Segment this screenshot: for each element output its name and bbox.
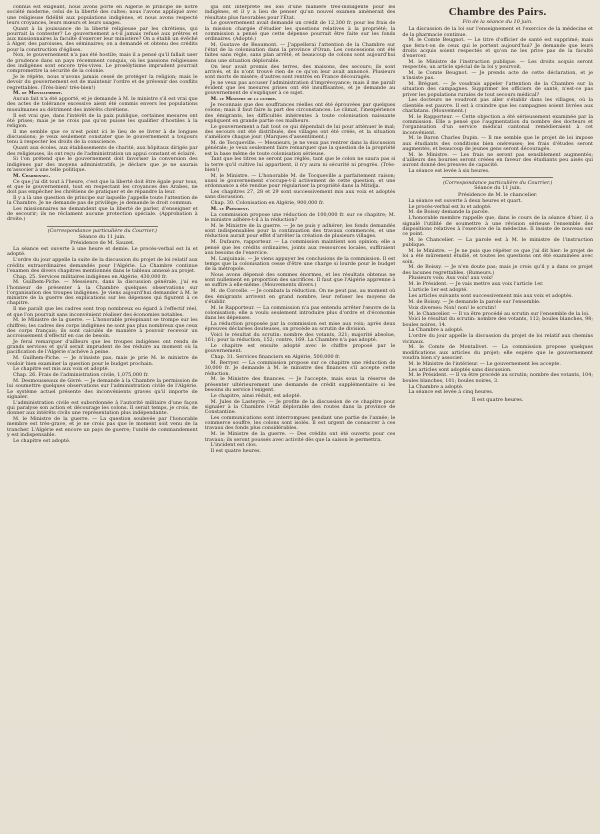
col2-top-paragraphs bbox=[205, 5, 396, 97]
paragraph: Voici le résultat du scrutin: nombre des votants, 321; majorité absolue, 161; pour la réduction, 152; contre, 169. La Chambre n'a pas adopté. bbox=[204, 332, 396, 344]
paragraph: L'administration civile est subordonnée à l'autorité militaire d'une façon qui paralyse son action et décourage les colons. Il serait temps, je crois, de donner aux intérêts civils une représentation plus indépendante. bbox=[7, 399, 198, 417]
paragraph: Il me semble que ce n'est point ici le lieu de se livrer à de longues discussions; je veux seulement constater que le gouvernement a toujours tenu à respecter les droits de la conscience. bbox=[7, 128, 198, 146]
paragraph: Je ne veux pas accuser l'administration d'imprévoyance; mais il me paraît évident que les mesures prises ont été insuffisantes, et je demande au gouvernement de s'expliquer à ce sujet. bbox=[204, 79, 396, 97]
closing-line: Il est quatre heures. bbox=[471, 396, 524, 403]
paragraph: M. Bréguet. — Je voudrais appeler l'attention de la Chambre sur la situation des campagnes. Supprimer les officiers de santé, n'est-ce pas priver les populations rurales de tout secours médical? bbox=[402, 81, 593, 98]
column-2 bbox=[205, 5, 396, 830]
paragraph: M. Dufaure, rapporteur. — La commission maintient son opinion; elle a pensé que les crédits ordinaires, joints aux ressources locales, suffiraient aux besoins de l'exercice. bbox=[204, 239, 396, 256]
divider bbox=[47, 226, 158, 227]
paragraph: L'honorable membre rappelle que, dans le cours de la séance d'hier, il a signalé l'utilité de soumettre à une révision sérieuse l'ensemble des dispositions relatives à l'exercice de la médecine. Il insiste de nouveau sur ce point. bbox=[402, 215, 593, 238]
paragraph: La séance est ouverte à deux heures et quart. bbox=[408, 197, 523, 204]
paragraph: M. Lanjuinais. — Je viens appuyer les conclusions de la commission. Il est temps que la colonisation cesse d'être une charge si lourde pour le budget de la métropole. bbox=[204, 255, 396, 273]
paragraph: M. Gustave de Beaumont. — J'appellerai l'attention de la Chambre sur l'état de la colonisation dans la province d'Oran. Les concessions ont été faites sans règle, sans plan arrêté, et beaucoup de colons sont aujourd'hui dans une situation déplorable. bbox=[204, 41, 396, 64]
paragraph: Les missionnaires ne demandent que la liberté de parler, d'enseigner et de secourir; ils ne réclament aucune protection spéciale. (Approbation à droite.) bbox=[7, 205, 198, 223]
presidence-line: Présidence de M. Sauzet. bbox=[70, 239, 135, 246]
paragraph: Le chapitre est mis aux voix et adopté. bbox=[13, 366, 110, 373]
paragraph: M. le Ministre. — Je ne puis que répéter ce que j'ai dit hier: le projet de loi a été mûrement étudié, et toutes les questions ont été examinées avec soin. bbox=[402, 248, 593, 265]
paragraph: Le procès-verbal est lu et adopté. bbox=[408, 203, 492, 210]
paragraph: M. Guilhem-Piche. — Je n'insiste pas, mais je prie M. le ministre de vouloir bien examiner la question pour le budget prochain. bbox=[7, 355, 198, 367]
paragraph: M. le Ministre de la guerre. — Je ne puis y adhérer; les fonds demandés sont indispensables pour la continuation des travaux commencés, et une réduction aurait pour effet d'arrêter la création de plusieurs villages. bbox=[204, 222, 396, 240]
col1-mid-paragraphs bbox=[7, 97, 198, 173]
paragraph: Tant que les titres ne seront pas réglés, tant que le colon ne saura pas si la terre qu'il cultive lui appartient, il n'y aura ni sécurité ni progrès. (Très-bien!) bbox=[204, 156, 396, 173]
paragraph: M. de Boissy. — Je n'en doute pas; mais je crois qu'il y a dans ce projet des lacunes regrettables. (Rumeurs.) bbox=[402, 264, 593, 276]
paragraph: La commission propose une réduction de 100,000 fr. sur ce chapitre; M. le ministre adhère-t-il à la réduction? bbox=[204, 211, 396, 224]
paragraph: Aucun fait n'a été apporté, et je demande à M. le ministre s'il est vrai que des actes de tolérance excessive aient été commis envers les populations musulmanes au détriment des intérêts chrétiens. bbox=[7, 96, 198, 113]
paragraph: Voici le résultat du scrutin: nombre des votants, 112; boules blanches, 98; boules noires, 14. bbox=[402, 316, 593, 328]
paragraph: M. le Rapporteur. — La commission n'a pas entendu arrêter l'œuvre de la colonisation; elle a voulu seulement introduire plus d'ordre et d'économie dans les dépenses. bbox=[204, 304, 396, 322]
paragraph: La séance est ouverte à une heure et demie. Le procès-verbal est lu et adopté. bbox=[7, 246, 198, 258]
seance-date: Séance du 11 juin. bbox=[474, 185, 522, 192]
paragraph: La discussion de la loi sur l'enseignement et l'exercice de la médecine et de la pharmacie continue. bbox=[402, 26, 593, 38]
paragraph: M. le Comte Beugnot. — Je prends acte de cette déclaration, et je n'insiste pas. bbox=[402, 70, 593, 82]
presidence-line: Présidence de M. le chancelier. bbox=[457, 191, 538, 198]
speaker-name: M. de Montalembert. bbox=[13, 90, 63, 97]
paragraph: M. le Ministre. — Les frais ne seront pas sensiblement augmentés; d'ailleurs des bourses seront créées en faveur des étudiants peu aisés qui auront donné des preuves de capacité. bbox=[402, 151, 593, 169]
paragraph: Le chapitre est adopté. bbox=[13, 437, 71, 444]
speaker-name: M. Charbonnel. bbox=[13, 172, 51, 179]
paragraph: M. le Baron Charles Dupin. — Il me semble que le projet de loi impose aux étudiants des conditions bien onéreuses; les frais d'études seront augmentés, et beaucoup de jeunes gens seront découragés. bbox=[402, 135, 593, 152]
paragraph: Je ferai remarquer d'ailleurs que les troupes indigènes ont rendu de grands services et qu'il serait imprudent de les réduire au moment où la pacification de l'Algérie s'achève à peine. bbox=[7, 338, 198, 356]
paragraph: Il est quatre heures. bbox=[210, 448, 262, 455]
paragraph: La séance est levée à six heures. bbox=[408, 168, 490, 175]
paragraph: Ce que j'ai dit tout à l'heure, c'est que la liberté doit être égale pour tous, et que le gouvernement, tout en respectant les croyances des Arabes, ne doit pas empêcher les chrétiens de pratiquer et de répandre la leur. bbox=[7, 178, 198, 196]
seance-date: Séance du 11 juin. bbox=[78, 233, 126, 240]
col1-top-paragraphs bbox=[7, 5, 198, 91]
paragraph: M. le Comte Beugnot. — Le titre d'officier de santé est supprimé; mais que fera-t-on de ceux qui le portent aujourd'hui? Je demande que leurs droits acquis soient respectés et qu'on ne les prive pas de la faculté d'exercer. bbox=[402, 37, 593, 60]
paragraph: M. de Corcelle. — Je combats la réduction. On ne peut pas, au moment où des émigrants arrivent en grand nombre, leur refuser les moyens de s'établir. bbox=[204, 288, 396, 305]
paragraph: M. de Boissy. — Je demande la parole sur l'ensemble. bbox=[408, 298, 541, 305]
col3-bottom-paragraphs bbox=[402, 199, 593, 396]
paragraph: Le gouvernement a fait tout ce qui dépendait de lui pour atténuer le mal; des secours ont été distribués, des villages ont été créés, et la situation s'améliore chaque jour. (Marques d'assentiment.) bbox=[204, 123, 396, 141]
speaker-name: M. le Président. bbox=[210, 205, 250, 212]
paragraph: Plusieurs voix: Aux voix! aux voix! bbox=[408, 275, 494, 282]
speaker-name: M. le Ministre de la guerre. bbox=[210, 96, 277, 103]
paragraph: Les communications sont interrompues pendant une partie de l'année; le commerce souffre, les colons sont isolés. Il est urgent de consacrer à ces travaux des fonds plus considérables. bbox=[204, 414, 396, 432]
paragraph: connus est exigeant, nous avons porté en Algérie le principe de notre société moderne, celui de la liberté des cultes; nous l'avons appliqué avec une religieuse fidélité aux populations indigènes, et nous avons respecté leurs croyances, leurs mœurs et leurs usages. bbox=[7, 5, 198, 26]
paragraph: L'incident est clos. bbox=[210, 442, 258, 449]
paragraph: M. de Boissy demande la parole. bbox=[408, 209, 490, 216]
paragraph: L'article 1er est adopté. bbox=[408, 287, 468, 294]
section-heading: (Correspondance particulière du Courrier.) bbox=[442, 180, 553, 187]
paragraph: La Chambre a adopté. bbox=[408, 383, 464, 390]
paragraph: M. le Ministre de la guerre. — La question soulevée par l'honorable membre est très-grave, et je ne crois pas que le moment soit venu de la trancher. L'Algérie est encore un pays de guerre; l'unité de commandement y est indispensable. bbox=[7, 416, 198, 438]
section-heading: (Correspondance particulière du Courrier.) bbox=[47, 228, 157, 235]
paragraph: M. le Chancelier. — Il va être procédé au scrutin sur l'ensemble de la loi. bbox=[408, 310, 590, 317]
paragraph: Chap. 30. Colonisation en Algérie, 900,000 fr. bbox=[210, 200, 325, 207]
paragraph: On leur avait promis des terres, des maisons, des secours; ils sont arrivés, et ils n'ont trouvé rien de ce qu'on leur avait annoncé. Plusieurs sont morts de misère; d'autres sont rentrés en France découragés. bbox=[204, 63, 396, 81]
paragraph: Non, le gouvernement n'a pas été hostile; mais il a pensé qu'il fallait user de prudence dans un pays récemment conquis, où les passions religieuses des indigènes sont encore très-vives. Le prosélytisme imprudent pourrait compromettre la sécurité de la colonie. bbox=[7, 52, 198, 75]
column-3 bbox=[402, 5, 593, 830]
paragraph: Je reconnais que des souffrances réelles ont été éprouvées par quelques colons; mais il faut faire la part des circonstances. Le climat, l'inexpérience des émigrants, les difficultés inhérentes à toute colonisation naissante expliquent en grande partie ces malheurs. bbox=[204, 102, 396, 124]
paragraph: Voix diverses: Non! non! le scrutin! bbox=[408, 304, 497, 311]
paragraph: Chap. 31. Services financiers en Algérie, 500,000 fr. bbox=[210, 354, 341, 361]
paragraph: M. le Ministre des finances. — Je l'accepte, mais sous la réserve de présenter ultérieurement une demande de crédit supplémentaire si les besoins du service l'exigent. bbox=[204, 376, 396, 393]
col2-low-paragraphs bbox=[205, 213, 396, 455]
paragraph: La Chambre a adopté. bbox=[408, 327, 464, 334]
column-1 bbox=[7, 5, 198, 830]
paragraph: Le chapitre, ainsi réduit, est adopté. bbox=[210, 392, 302, 399]
paragraph: L'ordre du jour appelle la suite de la discussion du projet de loi relatif aux crédits extraordinaires demandés pour l'Algérie. La Chambre continue l'examen des divers chapitres mentionnés dans le tableau annexé au projet. bbox=[7, 257, 198, 274]
col3-top-paragraphs bbox=[402, 27, 593, 174]
paragraph: M. le Ministre de la guerre. — Des crédits ont été ouverts pour ces travaux; ils seront poussés avec activité dès que la saison le permettra. bbox=[204, 431, 396, 443]
paragraph: M. le Ministre de la guerre. — L'honorable préopinant se trompe sur les chiffres; les cadres des corps indigènes ne sont pas plus nombreux que ceux des corps français; ils sont calculés de manière à pouvoir recevoir un accroissement d'effectif en cas de besoin. bbox=[7, 317, 198, 340]
paragraph: Les docteurs ne voudront pas aller s'établir dans les villages, où la clientèle est pauvre. Il est à craindre que les campagnes soient livrées aux charlatans. (Mouvement.) bbox=[402, 97, 593, 114]
paragraph: M. le Ministre de l'intérieur. — Le gouvernement les accepte. bbox=[408, 360, 561, 367]
paragraph: Les articles suivants sont successivement mis aux voix et adoptés. bbox=[408, 292, 573, 299]
paragraph: L'ordre du jour appelle la discussion du projet de loi relatif aux chemins vicinaux. bbox=[402, 333, 593, 345]
paragraph: Les articles sont adoptés sans discussion. bbox=[408, 366, 512, 373]
paragraph: Nous avons dépensé des sommes énormes, et les résultats obtenus ne sont nullement en proportion des sacrifices. Il faut que l'Algérie apprenne à se suffire à elle-même. (Mouvements divers.) bbox=[204, 271, 396, 289]
subheading: Fin de la séance du 10 juin. bbox=[462, 19, 533, 25]
paragraph: M. de Tocqueville. — Messieurs, je ne veux pas rentrer dans la discussion générale; je veux seulement faire remarquer que la question de la propriété est la base même de toute colonisation sérieuse. bbox=[204, 140, 396, 157]
paragraph: M. le Comte de Montalivet. — La commission propose quelques modifications aux articles du projet; elle espère que le gouvernement voudra bien s'y associer. bbox=[402, 344, 593, 361]
paragraph: M. le Ministre de l'instruction publique. — Les droits acquis seront respectés; un article spécial de la loi y pourvoit. bbox=[402, 58, 593, 71]
col1-low-paragraphs bbox=[7, 180, 198, 223]
paragraph: M. Jules de Lasteyrie. — Je profite de la discussion de ce chapitre pour signaler à la Chambre l'état déplorable des routes dans la province de Constantine. bbox=[204, 398, 396, 416]
paragraph: Si l'on prétend que le gouvernement doit favoriser la conversion des indigènes par des moyens administratifs, je déclare que je ne saurais m'associer à une telle politique. bbox=[7, 156, 198, 173]
paragraph: M. le Président. — Il va être procédé au scrutin; nombre des votants, 104; boules blanches, 101; boules noires, 3. bbox=[402, 372, 593, 384]
paragraph: Chap. 26. Frais de l'administration civile, 1,075,000 fr. bbox=[13, 372, 149, 379]
paragraph: M. le Rapporteur. — Cette objection a été sérieusement examinée par la commission. Elle a pensé que l'augmentation du nombre des docteurs et l'organisation d'un service médical cantonal remédieraient à cet inconvénient. bbox=[402, 113, 593, 136]
paragraph: Quant à la jouissance de la liberté religieuse par les chrétiens, qui pourrait la contester? Le gouvernement a-t-il jamais refusé aux prêtres et aux missionnaires la faculté d'exercer leur ministère? On a établi un évêché à Alger, des paroisses, des séminaires; on a demandé et obtenu des crédits pour la construction d'églises. bbox=[7, 25, 198, 53]
paragraph: qui ont interprété les lois d'une manière très-indulgente pour les indigènes, et il y a lieu de penser qu'un nouvel examen amènerait des résultats plus favorables pour l'État. bbox=[204, 5, 396, 21]
paragraph: Les chapitres 27, 28 et 29 sont successivement mis aux voix et adoptés sans discussion. bbox=[204, 189, 396, 201]
paragraph: M. Guilhem-Piche. — Messieurs, dans la discussion générale, j'ai eu l'honneur de présenter à la Chambre quelques observations sur l'organisation des troupes indigènes. Je viens aujourd'hui demander à M. le ministre de la guerre des explications sur les dépenses qui figurent à ce chapitre. bbox=[7, 279, 198, 307]
paragraph: La réduction proposée par la commission est mise aux voix; après deux épreuves déclarées douteuses, on procède au scrutin de division. bbox=[204, 320, 396, 333]
paragraph: Il y a là une question de principe sur laquelle j'appelle toute l'attention de la Chambre. Je ne demande pas de privilège; je demande le droit commun. bbox=[7, 194, 198, 207]
paragraph: Je le répète, nous n'avons jamais cessé de protéger la religion; mais le devoir du gouvernement est de maintenir l'ordre et de prévenir des conflits regrettables. (Très-bien! très-bien!) bbox=[7, 74, 198, 91]
paragraph: Quant aux écoles, aux établissements de charité, aux hôpitaux dirigés par des religieuses, ils ont reçu de l'administration un appui constant et éclairé. bbox=[7, 145, 198, 157]
paragraph: Le chapitre est ensuite adopté avec le chiffre proposé par le gouvernement. bbox=[204, 343, 396, 355]
paragraph: M. le Ministre. — L'honorable M. de Tocqueville a parfaitement raison; aussi le gouvernement s'occupe-t-il activement de cette question, et une ordonnance a été rendue pour régulariser la propriété dans la Mitidja. bbox=[204, 172, 396, 190]
paragraph: La séance est levée à cinq heures. bbox=[408, 389, 494, 396]
headline-chambre-des-pairs: Chambre des Pairs. bbox=[448, 6, 547, 18]
paragraph: M. le Chancelier. — La parole est à M. le ministre de l'instruction publique. bbox=[402, 236, 593, 249]
divider bbox=[442, 177, 553, 178]
paragraph: Chap. 25. Services militaires indigènes en Algérie, 430,000 fr. bbox=[13, 273, 168, 280]
paragraph: Il est vrai que, dans l'intérêt de la paix publique, certaines mesures ont été prises; mais je ne crois pas qu'on puisse les qualifier d'hostiles à la religion. bbox=[7, 112, 198, 130]
paragraph: M. Desmousseaux de Givré. — Je demande à la Chambre la permission de lui soumettre quelques observations sur l'administration civile de l'Algérie. Le système actuel présente des inconvénients graves qu'il importe de signaler. bbox=[7, 378, 198, 400]
paragraph: M. Berryer. — La commission propose sur ce chapitre une réduction de 30,000 fr. Je demande à M. le ministre des finances s'il accepte cette réduction. bbox=[204, 360, 396, 377]
col1-bottom-paragraphs bbox=[7, 247, 198, 444]
paragraph: M. le Président. — Je vais mettre aux voix l'article 1er. bbox=[408, 281, 544, 288]
col2-mid-paragraphs bbox=[205, 103, 396, 206]
paragraph: Il me paraît que les cadres sont trop nombreux eu égard à l'effectif réel, et que l'on pourrait sans inconvénient réaliser des économies notables. bbox=[7, 306, 198, 318]
paragraph: Le gouvernement avait demandé un crédit de 12,300 fr. pour les frais de la mission chargée d'étudier les questions relatives à la propriété; la commission a pensé que cette dépense pourrait être faite sur les fonds ordinaires. (Adopté.) bbox=[204, 20, 396, 43]
